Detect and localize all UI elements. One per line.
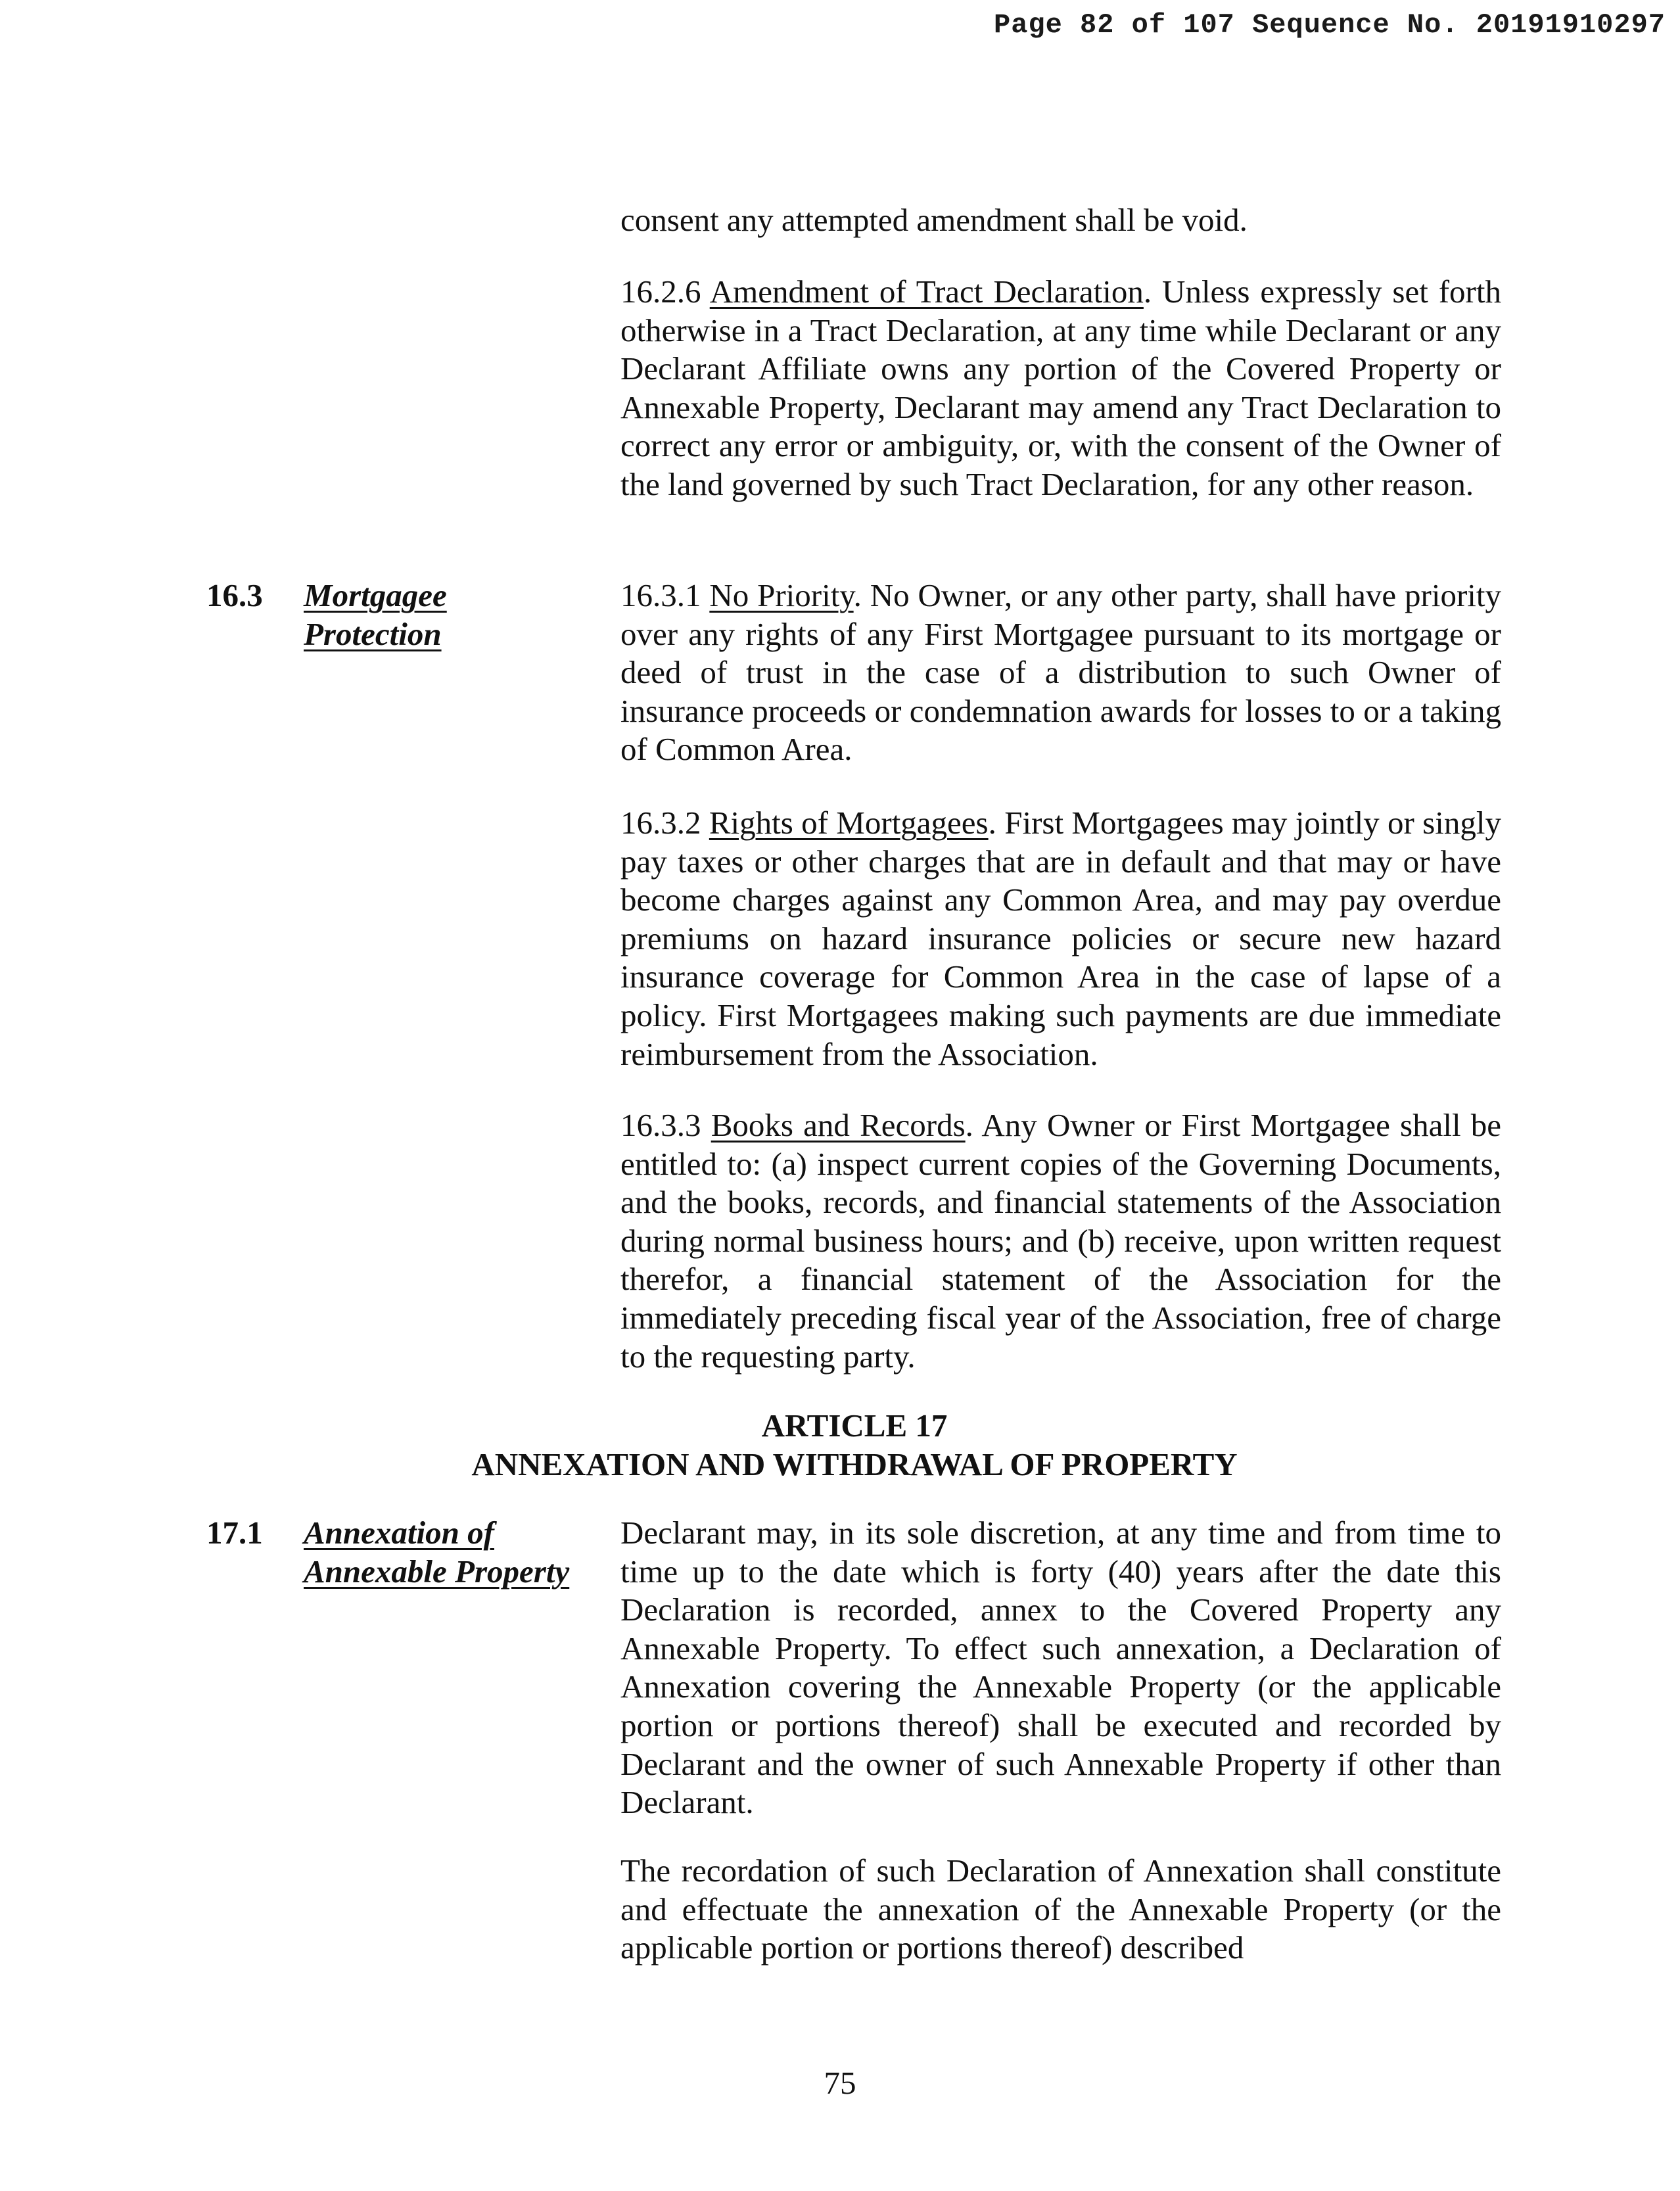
paragraph-16-3-3 <box>620 1106 1501 1376</box>
paragraph-text: Declarant may, in its sole discretion, at any time and from time to time up to the date which is forty (40) years after the date this Declaration is recorded, annex to the Covered Property any Annexable Property. To effect such annexation, a Declaration of Annexation covering the Annexable Property (or the applicable portion or portions thereof) shall be executed and recorded by Declarant and the owner of such Annexable Property if other than Declarant. <box>620 1515 1501 1821</box>
paragraph-heading: No Priority <box>709 577 854 613</box>
paragraph-text: . Unless expressly set forth otherwise in a Tract Declaration, at any time while Declarant or any Declarant Affiliate owns any portion of the Covered Property or Annexable Property, Declarant may amend any Tract Declaration to correct any error or ambiguity, or, with the consent of the Owner of the land governed by such Tract Declaration, for any other reason. <box>620 273 1501 502</box>
paragraph-16-2-6 <box>620 273 1501 504</box>
section-title-line: Annexable Property <box>304 1553 570 1590</box>
paragraph-17-1-b <box>620 1852 1501 1967</box>
paragraph-16-3-1-body <box>620 577 1501 769</box>
paragraph-text: . No Owner, or any other party, shall have priority over any rights of any First Mortgagee pursuant to its mortgage or deed of trust in the case of a distribution to such Owner of insurance proceeds or condemnation awards for losses to or a taking of Common Area. <box>620 577 1501 768</box>
section-title-17-1 <box>304 1514 606 1591</box>
paragraph-16-3-3-body <box>620 1106 1501 1376</box>
paragraph-text: . Any Owner or First Mortgagee shall be entitled to: (a) inspect current copies of the Governing Documents, and the books, records, and financial statements of the Association during normal business hours; and (b) receive, upon written request therefor, a financial statement of the Association for the immediately preceding fiscal year of the Association, free of charge to the requesting party. <box>620 1107 1501 1375</box>
paragraph-heading: Books and Records <box>711 1107 966 1143</box>
section-title-16-3 <box>304 577 606 653</box>
section-number-16-3: 16.3 <box>206 577 263 613</box>
paragraph-16-2-6-body <box>620 273 1501 504</box>
article-number: ARTICLE 17 <box>761 1407 948 1444</box>
article-title: ANNEXATION AND WITHDRAWAL OF PROPERTY <box>471 1446 1238 1482</box>
paragraph-number: 16.3.3 <box>620 1107 701 1143</box>
section-title-line: Mortgagee <box>304 577 447 613</box>
paragraph-number: 16.2.6 <box>620 273 701 310</box>
paragraph-text: . First Mortgagees may jointly or singly pay taxes or other charges that are in default and that may or have become charges against any Common Area, and may pay overdue premiums on hazard insurance policies or secure new hazard insurance coverage for Common Area in the case of lapse of a policy. First Mortgagees making such payments are due immediate reimbursement from the Association. <box>620 805 1501 1072</box>
continuation-text: consent any attempted amendment shall be void. <box>620 202 1248 238</box>
paragraph-heading: Rights of Mortgagees <box>709 805 989 841</box>
paragraph-number: 16.3.2 <box>620 805 701 841</box>
paragraph-16-3-2-body <box>620 804 1501 1073</box>
section-title-line: Annexation of <box>304 1515 494 1551</box>
paragraph-16-3-1 <box>620 577 1501 769</box>
paragraph-text: The recordation of such Declaration of Annexation shall constitute and effectuate the annexation of the Annexable Property (or the applicable portion or portions thereof) described <box>620 1852 1501 1966</box>
section-title-line: Protection <box>304 615 442 652</box>
page-number: 75 <box>824 2065 856 2101</box>
paragraph-heading: Amendment of Tract Declaration <box>709 273 1144 310</box>
paragraph-number: 16.3.1 <box>620 577 701 613</box>
section-number-17-1: 17.1 <box>206 1515 263 1551</box>
paragraph-17-1-a <box>620 1514 1501 1822</box>
article-heading <box>394 1407 1315 1484</box>
paragraph-16-3-2 <box>620 804 1501 1073</box>
page-sequence-header: Page 82 of 107 Sequence No. 20191910297 <box>994 9 1666 41</box>
continuation-paragraph <box>620 201 1501 240</box>
